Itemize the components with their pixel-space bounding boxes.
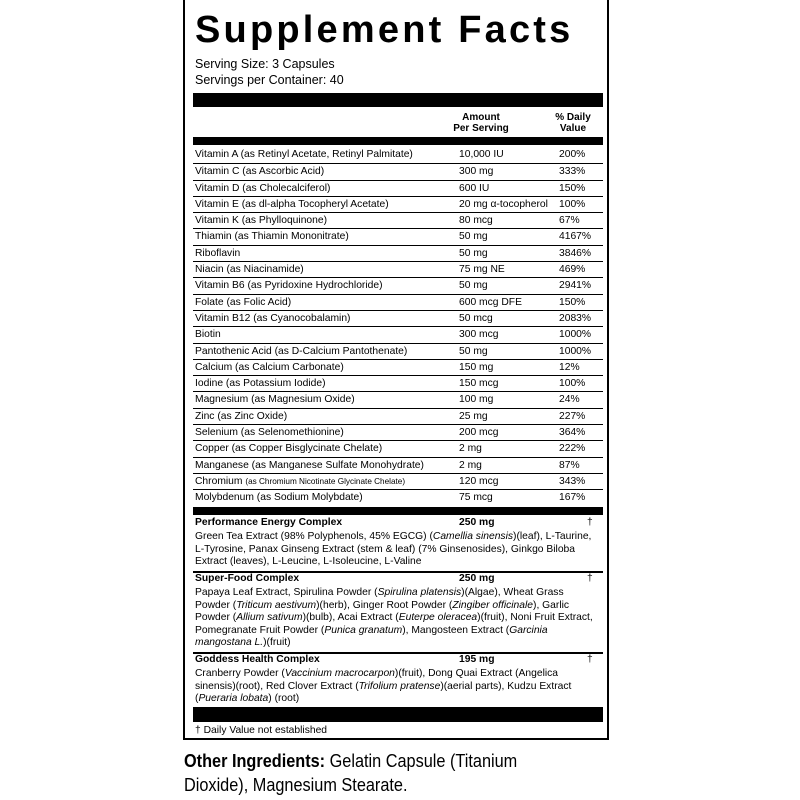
- table-row: [193, 359, 603, 375]
- daily-value: 167%: [559, 492, 586, 504]
- nutrient-name-source: (as Chromium Nicotinate Glycinate Chelate): [245, 476, 406, 486]
- nutrient-name: Selenium (as Selenomethionine): [195, 427, 344, 439]
- nutrient-name: [195, 474, 405, 489]
- amount-per-serving: 2 mg: [459, 443, 482, 455]
- amount-header-line1: Amount: [462, 112, 500, 123]
- nutrient-name: Vitamin E (as dl-alpha Tocopheryl Acetate): [195, 198, 389, 210]
- amount-per-serving: 100 mg: [459, 394, 494, 406]
- amount-per-serving: 50 mg: [459, 247, 488, 259]
- amount-header-line2: Per Serving: [453, 123, 509, 134]
- blend-divider: [193, 507, 603, 515]
- amount-per-serving: 75 mg NE: [459, 264, 505, 276]
- table-row: [193, 473, 603, 489]
- blend-ingredients: Green Tea Extract (98% Polyphenols, 45% EGCG) (Camellia sinensis)(leaf), L-Taurine, L-Tyrosine, Panax Ginseng Extract (stem & leaf) (7% Ginsenosides), Ginkgo Biloba Extract (leaves), L-Leucine, L-Isoleucine, L-Valine: [195, 531, 592, 567]
- amount-per-serving: 75 mcg: [459, 492, 493, 504]
- dagger-mark: †: [587, 654, 593, 665]
- nutrient-name: Biotin: [195, 329, 221, 341]
- table-row: [193, 375, 603, 391]
- footnote: † Daily Value not established: [195, 725, 328, 736]
- panel-title: Supplement Facts: [195, 9, 574, 51]
- table-row: [193, 196, 603, 212]
- amount-per-serving: 80 mcg: [459, 215, 493, 227]
- table-row: [193, 212, 603, 228]
- nutrient-name: Zinc (as Zinc Oxide): [195, 410, 288, 422]
- other-ingredients-label: Other Ingredients:: [184, 750, 326, 771]
- table-row: [193, 343, 603, 359]
- nutrient-name: Copper (as Copper Bisglycinate Chelate): [195, 443, 383, 455]
- header-divider: [193, 137, 603, 145]
- daily-value: 12%: [559, 361, 580, 373]
- daily-value: 3846%: [559, 247, 592, 259]
- daily-value: 1000%: [559, 345, 592, 357]
- nutrient-name: Manganese (as Manganese Sulfate Monohydrate): [195, 459, 424, 471]
- daily-value: 2083%: [559, 312, 592, 324]
- dagger-mark: †: [587, 573, 593, 584]
- amount-per-serving: 600 mcg DFE: [459, 296, 522, 308]
- blend-goddess-health: [193, 654, 603, 706]
- other-ingredients: [184, 749, 580, 797]
- nutrient-name: Vitamin B6 (as Pyridoxine Hydrochloride): [195, 280, 383, 292]
- blend-name: Performance Energy Complex: [195, 517, 343, 528]
- amount-per-serving: 25 mg: [459, 410, 488, 422]
- amount-per-serving: 600 IU: [459, 182, 490, 194]
- servings-per-container: Servings per Container: 40: [195, 73, 344, 87]
- blend-weight: 250 mg: [459, 573, 495, 584]
- nutrient-name: Thiamin (as Thiamin Mononitrate): [195, 231, 349, 243]
- daily-value: 150%: [559, 182, 586, 194]
- daily-value: 343%: [559, 475, 586, 487]
- nutrient-name-main: Chromium: [195, 475, 243, 487]
- nutrient-name: Vitamin A (as Retinyl Acetate, Retinyl Palmitate): [195, 149, 413, 160]
- serving-size: Serving Size: 3 Capsules: [195, 57, 335, 71]
- blend-header: [193, 654, 603, 668]
- amount-per-serving: 50 mg: [459, 345, 488, 357]
- table-row: [193, 424, 603, 440]
- nutrient-name: Vitamin K (as Phylloquinone): [195, 215, 328, 227]
- table-row: [193, 261, 603, 277]
- thick-divider: [193, 93, 603, 107]
- nutrient-name: Vitamin B12 (as Cyanocobalamin): [195, 312, 351, 324]
- daily-value: 222%: [559, 443, 586, 455]
- amount-per-serving: 300 mg: [459, 166, 494, 178]
- amount-per-serving: 150 mg: [459, 361, 494, 373]
- daily-value-header: [543, 112, 603, 134]
- dv-header-line2: Value: [559, 123, 587, 134]
- table-row: [193, 245, 603, 261]
- nutrient-name: Molybdenum (as Sodium Molybdate): [195, 492, 363, 504]
- nutrient-table: [193, 147, 603, 506]
- amount-per-serving: 300 mcg: [459, 329, 499, 341]
- amount-per-serving: 2 mg: [459, 459, 482, 471]
- daily-value: 469%: [559, 264, 586, 276]
- table-row: [193, 147, 603, 163]
- table-row: [193, 440, 603, 456]
- nutrient-name: Vitamin C (as Ascorbic Acid): [195, 166, 325, 178]
- supplement-facts-panel: [183, 0, 609, 740]
- table-row: [193, 228, 603, 244]
- dagger-mark: †: [587, 517, 593, 528]
- table-row: [193, 277, 603, 293]
- bottom-divider: [193, 707, 603, 722]
- table-row: [193, 391, 603, 407]
- table-row: [193, 457, 603, 473]
- nutrient-name: Riboflavin: [195, 247, 241, 259]
- amount-header: [441, 112, 521, 134]
- amount-per-serving: 20 mg α-tocopherol: [459, 198, 548, 210]
- nutrient-name: Pantothenic Acid (as D-Calcium Pantothenate): [195, 345, 408, 357]
- daily-value: 67%: [559, 215, 580, 227]
- daily-value: 100%: [559, 198, 586, 210]
- table-row: [193, 180, 603, 196]
- blend-super-food: [193, 573, 603, 650]
- daily-value: 24%: [559, 394, 580, 406]
- nutrient-name: Iodine (as Potassium Iodide): [195, 378, 326, 390]
- blend-weight: 195 mg: [459, 654, 495, 665]
- nutrient-name: Folate (as Folic Acid): [195, 296, 292, 308]
- table-row: [193, 294, 603, 310]
- amount-per-serving: 50 mcg: [459, 312, 493, 324]
- amount-per-serving: 50 mg: [459, 280, 488, 292]
- blend-name: Goddess Health Complex: [195, 654, 320, 665]
- blend-ingredients: Papaya Leaf Extract, Spirulina Powder (Spirulina platensis)(Algae), Wheat Grass Powder (Triticum aestivum)(herb), Ginger Root Powder (Zingiber officinale), Garlic Powder (Allium sativum)(bulb), Acai Extract (Euterpe oleracea)(fruit), Noni Fruit Extract, Pomegranate Fruit Powder (Punica granatum), Mangosteen Extract (Garcinia mangostana L.)(fruit): [195, 587, 593, 648]
- amount-per-serving: 120 mcg: [459, 475, 499, 487]
- table-row: [193, 489, 603, 505]
- blend-header: [193, 573, 603, 587]
- nutrient-name: Calcium (as Calcium Carbonate): [195, 361, 344, 373]
- daily-value: 227%: [559, 410, 586, 422]
- table-row: [193, 310, 603, 326]
- blend-weight: 250 mg: [459, 517, 495, 528]
- nutrient-name: Magnesium (as Magnesium Oxide): [195, 394, 355, 406]
- amount-per-serving: 50 mg: [459, 231, 488, 243]
- daily-value: 150%: [559, 296, 586, 308]
- table-row: [193, 408, 603, 424]
- amount-per-serving: 10,000 IU: [459, 149, 504, 160]
- blend-performance-energy: [193, 517, 603, 569]
- daily-value: 200%: [559, 149, 586, 160]
- daily-value: 4167%: [559, 231, 592, 243]
- nutrient-name: Vitamin D (as Cholecalciferol): [195, 182, 331, 194]
- table-row: [193, 326, 603, 342]
- nutrient-name: Niacin (as Niacinamide): [195, 264, 304, 276]
- daily-value: 2941%: [559, 280, 592, 292]
- serving-info: [195, 56, 344, 88]
- amount-per-serving: 200 mcg: [459, 427, 499, 439]
- table-row: [193, 163, 603, 179]
- amount-per-serving: 150 mcg: [459, 378, 499, 390]
- blend-ingredients: Cranberry Powder (Vaccinium macrocarpon)(fruit), Dong Quai Extract (Angelica sinensis)(root), Red Clover Extract (Trifolium pratense)(aerial parts), Kudzu Extract (Pueraria lobata) (root): [195, 668, 572, 704]
- daily-value: 333%: [559, 166, 586, 178]
- daily-value: 364%: [559, 427, 586, 439]
- daily-value: 1000%: [559, 329, 592, 341]
- other-ingredients-text: Gelatin Capsule (Titanium Dioxide), Magnesium Stearate.: [184, 750, 518, 795]
- daily-value: 100%: [559, 378, 586, 390]
- blend-header: [193, 517, 603, 531]
- daily-value: 87%: [559, 459, 580, 471]
- blend-name: Super-Food Complex: [195, 573, 300, 584]
- dv-header-line1: % Daily: [555, 112, 591, 123]
